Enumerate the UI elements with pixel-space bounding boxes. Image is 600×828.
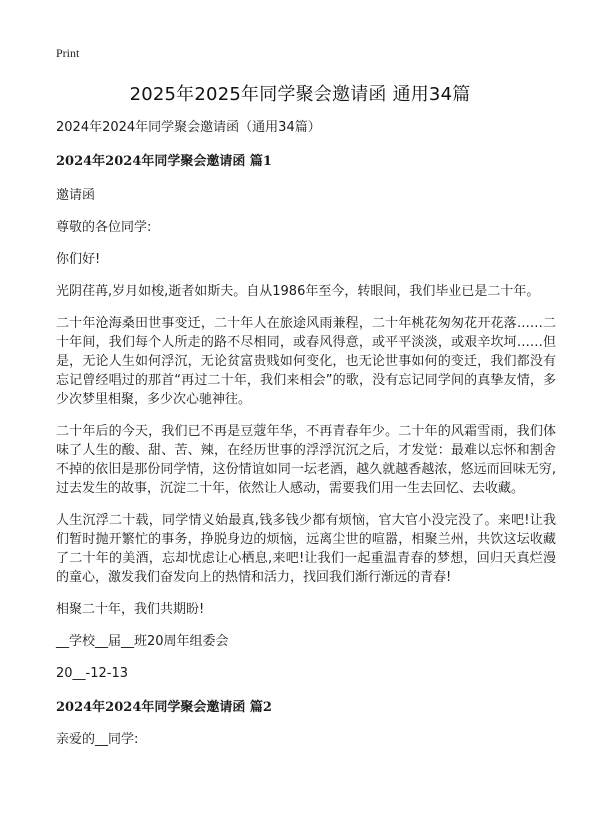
salutation: 尊敬的各位同学: <box>56 220 152 235</box>
closing-line: 相聚二十年，我们共期盼! <box>56 602 205 617</box>
salutation-2: 亲爱的__同学: <box>56 732 139 747</box>
committee-signature: __学校__届__班20周年组委会 <box>56 634 229 649</box>
document-title: 2025年2025年同学聚会邀请函 通用34篇 <box>129 84 471 105</box>
greeting: 你们好! <box>56 252 101 267</box>
paragraph-3: 二十年后的今天，我们已不再是豆蔻年华，不再青春年少。二十年的风霜雪雨，我们体味了人生的酸、甜、苦、辣，在经历世事的浮浮沉沉之后，才发觉：最难以忘怀和割舍不掉的依旧是那份同学情，这份情谊如同一坛老酒，越久就越香越浓，悠远而回味无穷,过去发生的故事，沉淀二十年，依然让人感动，需要我们用一生去回忆、去收藏。 <box>56 424 556 496</box>
print-label: Print <box>56 46 80 60</box>
letter-title: 邀请函 <box>56 188 96 203</box>
section-1-title: 2024年2024年同学聚会邀请函 篇1 <box>56 154 272 169</box>
document-subtitle: 2024年2024年同学聚会邀请函（通用34篇） <box>56 120 321 135</box>
document-body <box>56 118 556 749</box>
paragraph-2: 二十年沧海桑田世事变迁，二十年人在旅途风雨兼程，二十年桃花匆匆花开花落……二十年间，我们每个人所走的路不尽相同，或春风得意，或平平淡淡，或艰辛坎坷……但是，无论人生如何浮沉，无论贫富贵贱如何变化，也无论世事如何的变迁，我们都没有忘记曾经唱过的那首“再过二十年，我们来相会”的歌，没有忘记同学间的真挚友情，多少次梦里相聚，多少次心驰神往。 <box>56 316 556 407</box>
section-2-title: 2024年2024年同学聚会邀请函 篇2 <box>56 700 272 715</box>
letter-date: 20__-12-13 <box>56 666 129 681</box>
paragraph-4: 人生沉浮二十载，同学情义始最真,钱多钱少都有烦恼，官大官小没完没了。来吧!让我们暂时抛开繁忙的事务，挣脱身边的烦恼，远离尘世的喧嚣，相聚兰州，共饮这坛收藏了二十年的美酒，忘却忧虑让心栖息,来吧!让我们一起重温青春的梦想，回归天真烂漫的童心，激发我们奋发向上的热情和活力，找回我们渐行渐远的青春! <box>56 513 556 585</box>
paragraph-1: 光阴荏苒,岁月如梭,逝者如斯夫。自从1986年至今，转眼间，我们毕业已是二十年。 <box>56 284 540 299</box>
